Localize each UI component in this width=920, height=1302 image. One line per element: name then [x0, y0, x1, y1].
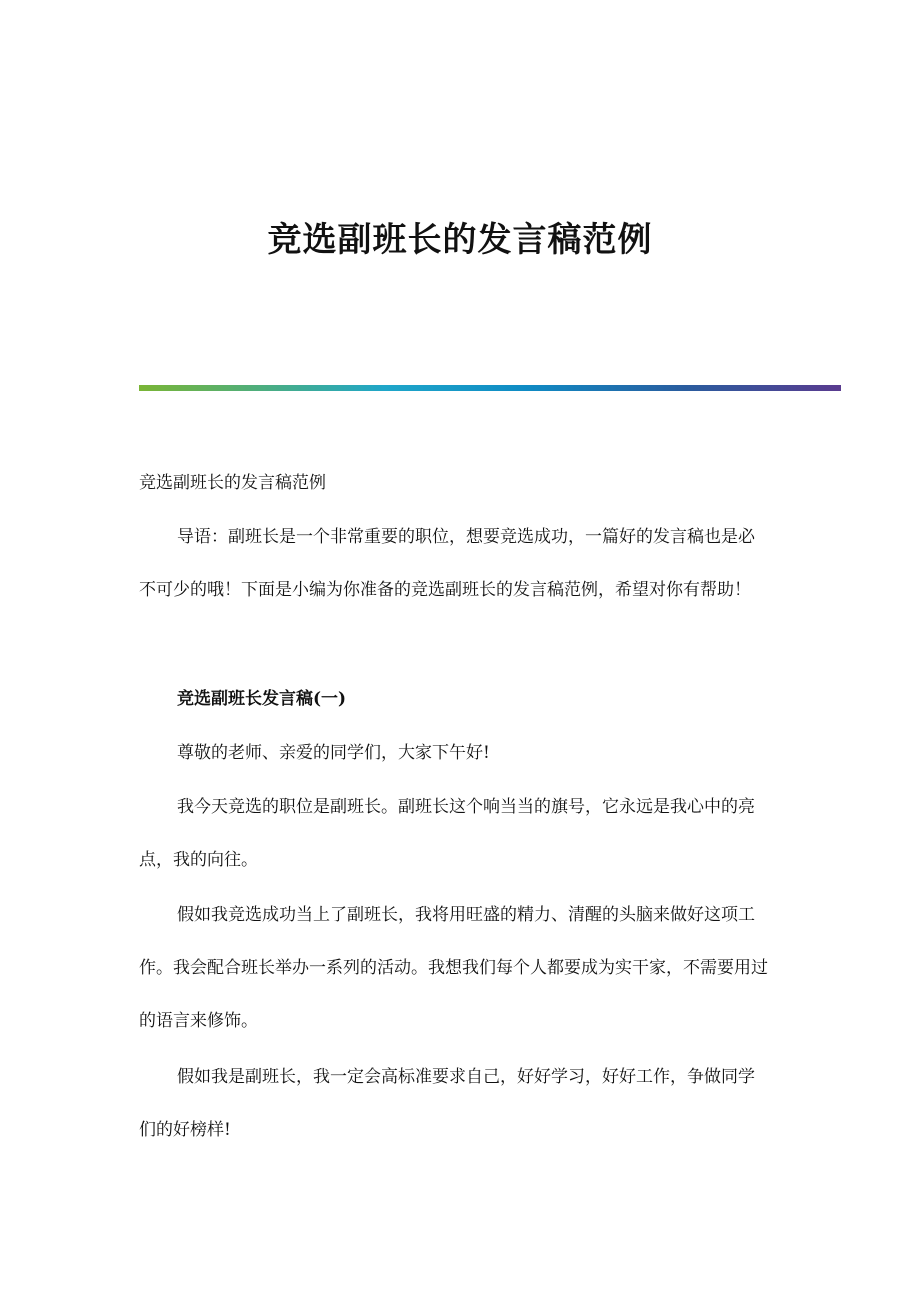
intro-paragraph: 导语：副班长是一个非常重要的职位，想要竞选成功，一篇好的发言稿也是必不可少的哦！下面是小编为你准备的竞选副班长的发言稿范例，希望对你有帮助！: [139, 527, 755, 600]
body-paragraph: 我今天竞选的职位是副班长。副班长这个响当当的旗号，它永远是我心中的亮点，我的向往。: [139, 797, 755, 870]
gradient-divider: [139, 385, 841, 391]
body-paragraph: 假如我竞选成功当上了副班长，我将用旺盛的精力、清醒的头脑来做好这项工作。我会配合班长举办一系列的活动。我想我们每个人都要成为实干家，不需要用过的语言来修饰。: [139, 905, 768, 1031]
body-paragraph: 尊敬的老师、亲爱的同学们，大家下午好!: [177, 743, 490, 763]
lead-title: 竞选副班长的发言稿范例: [139, 473, 326, 493]
document-title: 竞选副班长的发言稿范例: [267, 220, 653, 260]
section-heading: 竞选副班长发言稿(一): [177, 689, 347, 709]
body-paragraph: 假如我是副班长，我一定会高标准要求自己，好好学习，好好工作，争做同学们的好榜样!: [139, 1067, 755, 1140]
